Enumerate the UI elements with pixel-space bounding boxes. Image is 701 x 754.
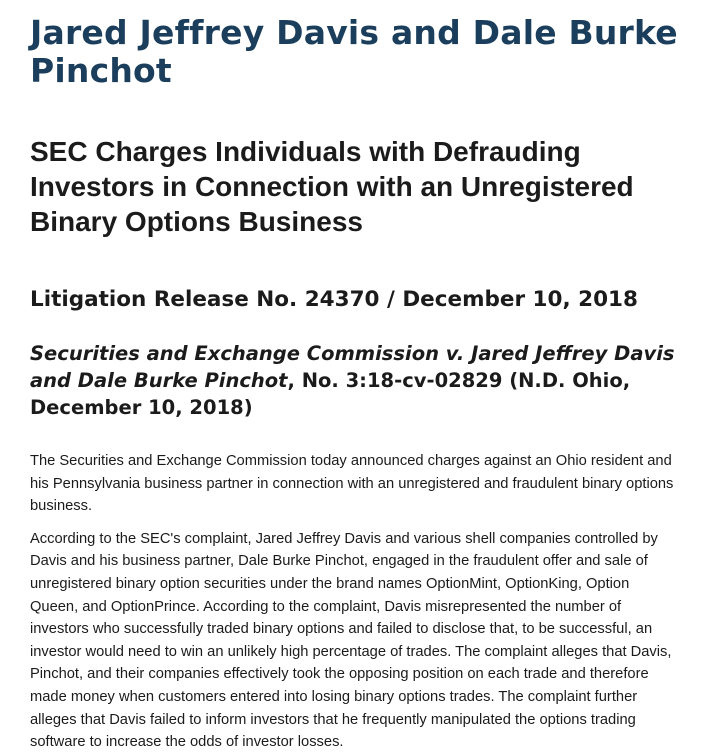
release-number: Litigation Release No. 24370 / December 10, 2018 xyxy=(30,287,638,312)
body-paragraph-complaint: According to the SEC's complaint, Jared Jeffrey Davis and various shell companies controlled by Davis and his business partner, Dale Burke Pinchot, engaged in the fraudulent offer and sale of unregistered binary option securities under the brand names OptionMint, OptionKing, Option Queen, and OptionPrince. According to the complaint, Davis misrepresented the number of investors who successfully traded binary options and failed to disclose that, to be successful, an investor would need to win an unlikely high percentage of trades. The complaint alleges that Davis, Pinchot, and their companies effectively took the opposing position on each trade and therefore made money when customers entered into losing binary options trades. The complaint further alleges that Davis failed to inform investors that he frequently manipulated the options trading software to increase the odds of investor losses. xyxy=(30,530,672,751)
case-caption-docket: , No. 3:18-cv-02829 (N.D. Ohio, December 10, 2018) xyxy=(30,369,631,419)
case-caption xyxy=(30,340,680,421)
page-subtitle: SEC Charges Individuals with Defrauding Investors in Connection with an Unregistered Binary Options Business xyxy=(30,136,634,237)
case-caption-parties: Securities and Exchange Commission v. Jared Jeffrey Davis and Dale Burke Pinchot xyxy=(30,342,675,392)
page-title: Jared Jeffrey Davis and Dale Burke Pinchot xyxy=(30,13,678,90)
litigation-release-page xyxy=(30,0,680,754)
body-paragraph-intro: The Securities and Exchange Commission today announced charges against an Ohio resident and his Pennsylvania business partner in connection with an unregistered and fraudulent binary options business. xyxy=(30,453,674,515)
